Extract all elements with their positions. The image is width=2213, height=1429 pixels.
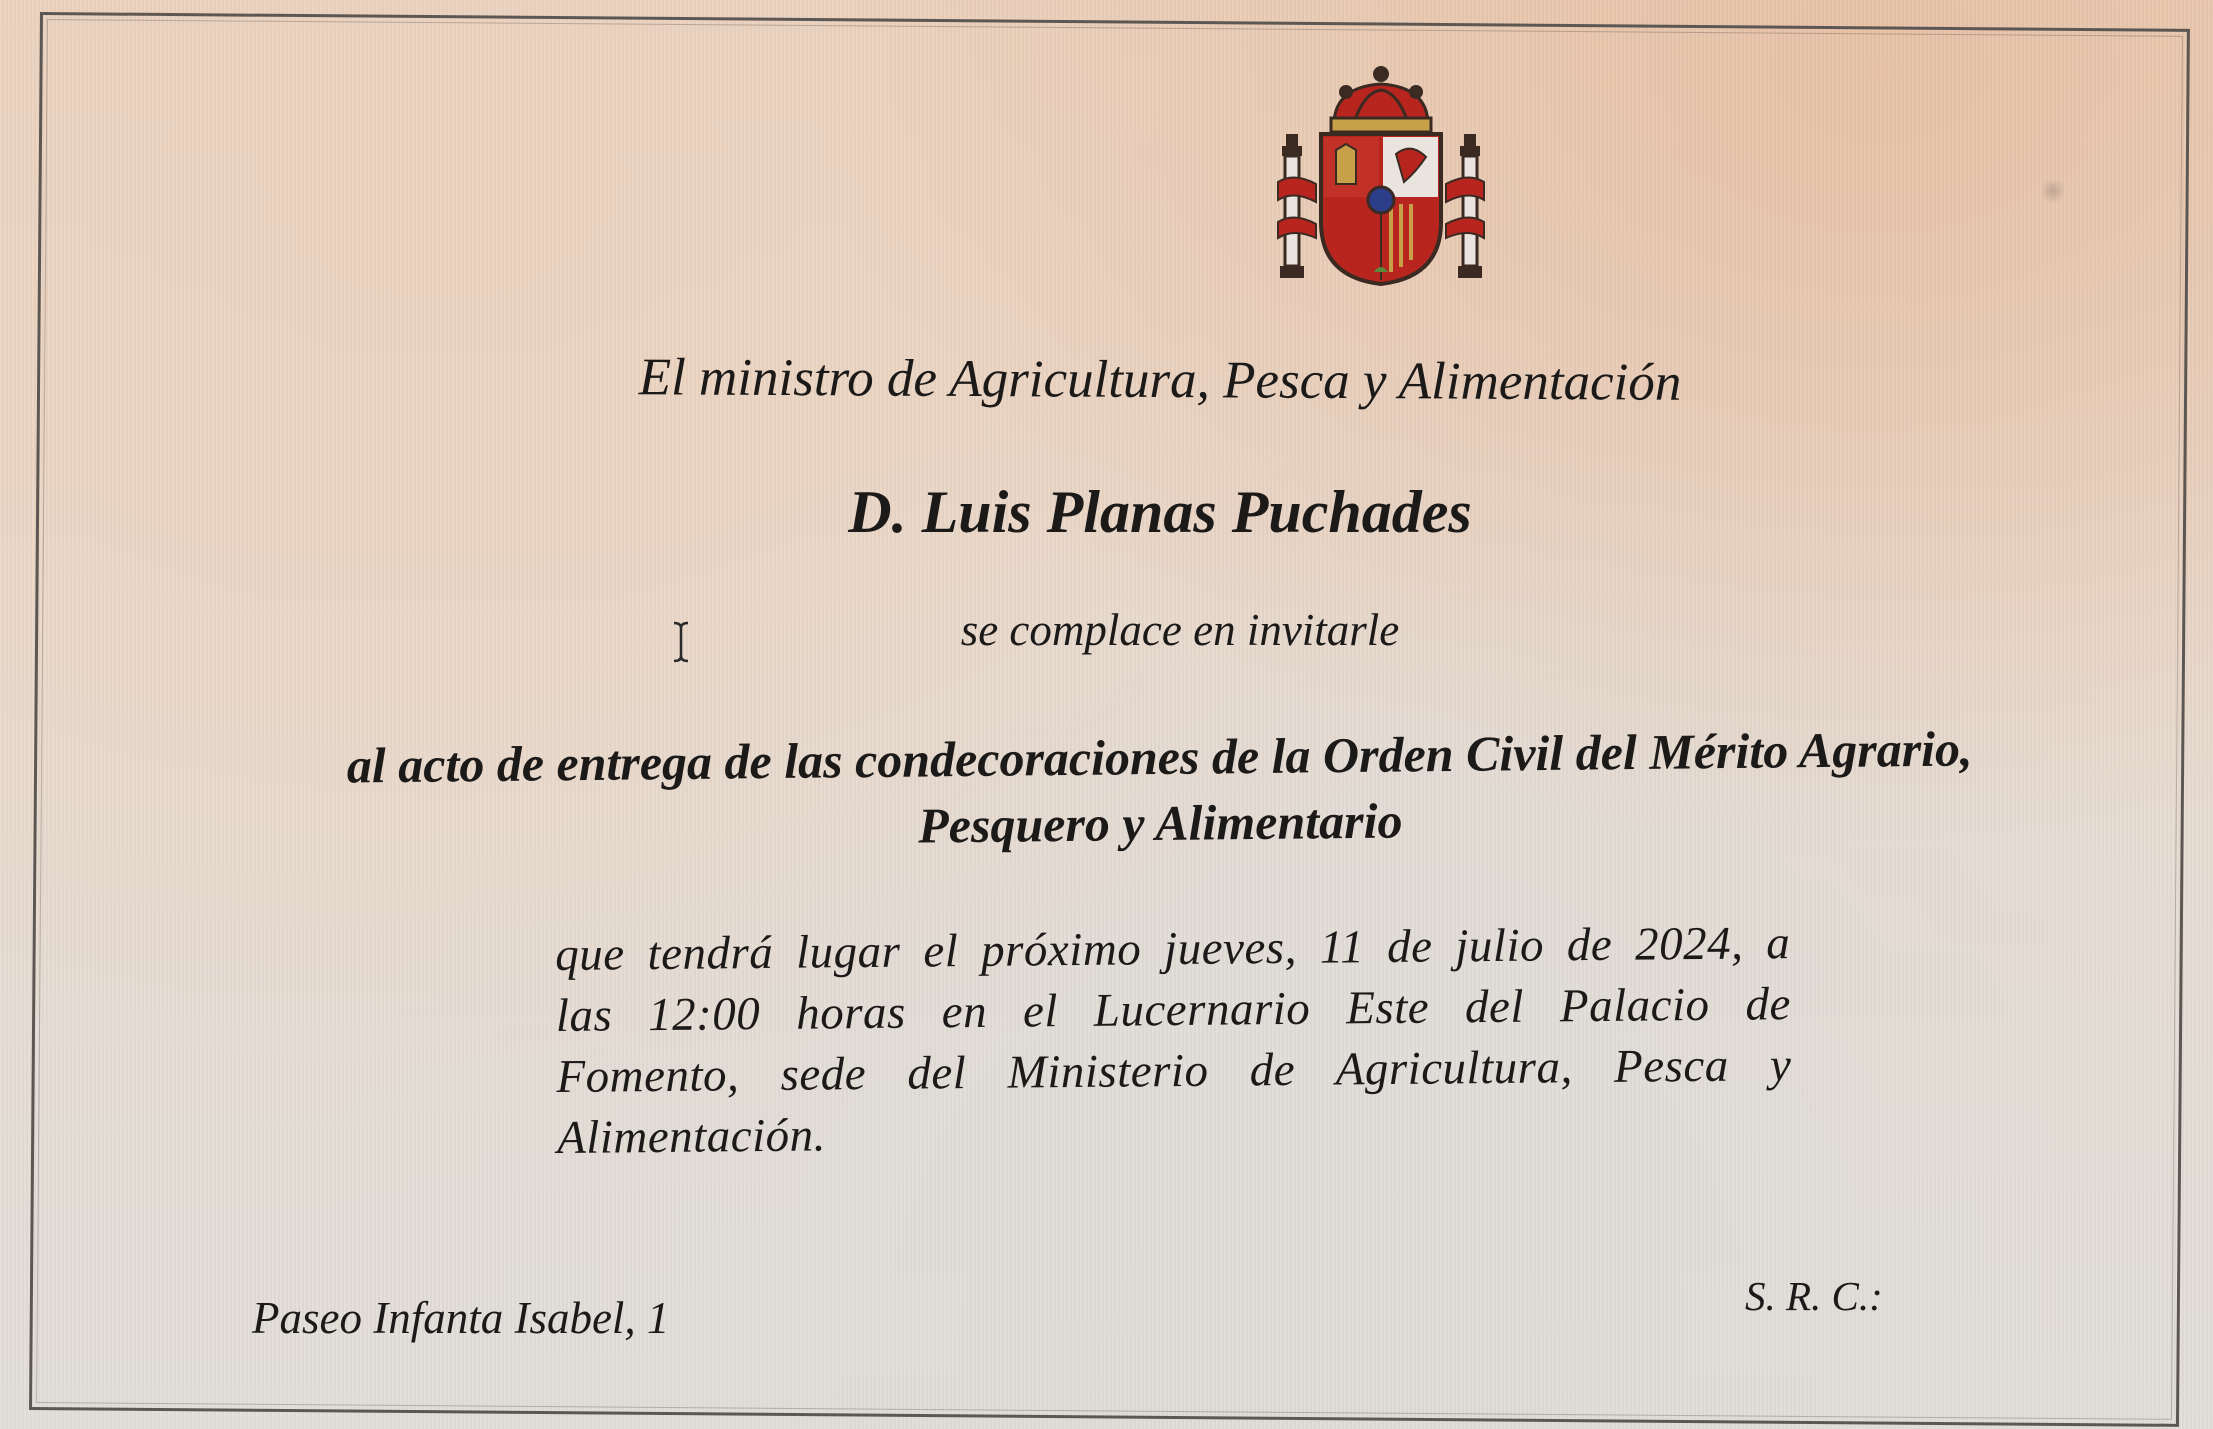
spain-coat-of-arms-icon	[1276, 62, 1486, 292]
shield	[1321, 134, 1441, 284]
event-details: que tendrá lugar el próximo jueves, 11 de julio de 2024, a las 12:00 horas en el Lucernario Este del Palacio de Fomento, sede del Ministerio de Agricultura, Pesca y Alimentación.	[555, 917, 1792, 1164]
pillar-right	[1446, 134, 1484, 278]
minister-name: D. Luis Planas Puchades	[848, 479, 1472, 545]
text-cursor-icon	[670, 620, 692, 664]
screen-smudge	[2040, 178, 2066, 204]
address-text: Paseo Infanta Isabel, 1	[252, 1293, 670, 1343]
ministry-intro-text: El ministro de Agricultura, Pesca y Alimentación	[638, 348, 1682, 412]
rsvp-text: S. R. C.:	[1745, 1273, 1883, 1319]
event-title: al acto de entrega de las condecoraciones de la Orden Civil del Mérito Agrario, Pesquero y Alimentario	[346, 720, 1973, 854]
crown	[1331, 66, 1431, 132]
pillar-left	[1278, 134, 1316, 278]
invite-phrase: se complace en invitarle	[960, 605, 1400, 655]
